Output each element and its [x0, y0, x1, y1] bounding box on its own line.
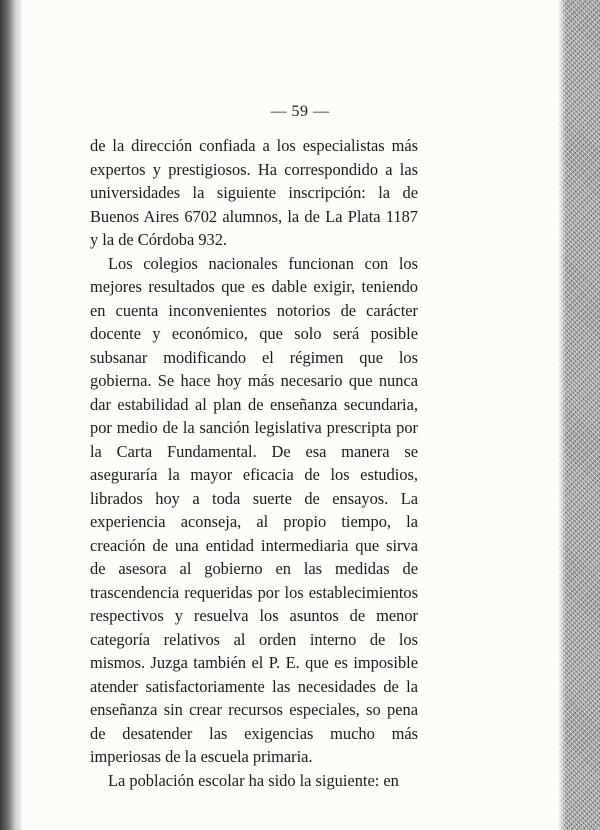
page-fore-edge [558, 0, 600, 830]
binding-edge [0, 0, 22, 830]
paragraph-2: Los colegios nacionales funcionan con los mejores resultados que es dable exigir, teniendo en cuenta inconvenientes notorios de carácter docente y económico, que solo será posible subsanar modificando el régimen que los gobierna. Se hace hoy más necesario que nunca dar estabilidad al plan de enseñanza secundaria, por medio de la sanción legislativa prescripta por la Carta Fundamental. De esa manera se aseguraría la mayor eficacia de los estudios, librados hoy a toda suerte de ensayos. La experiencia aconseja, al propio tiempo, la creación de una entidad intermediaria que sirva de asesora al gobierno en las medidas de trascendencia requeridas por los establecimientos respectivos y resuelva los asuntos de menor categoría relativos al orden interno de los mismos. Juzga también el P. E. que es imposible atender satisfactoriamente las necesidades de la enseñanza sin crear recursos especiales, so pena de desatender las exigencias mucho más imperiosas de la escuela primaria. [90, 253, 418, 766]
paragraph-3: La población escolar ha sido la siguiente: en [108, 770, 399, 790]
body-text [90, 134, 418, 792]
paragraph-1: de la dirección confiada a los especialistas más expertos y prestigiosos. Ha correspondido a las universidades la siguiente inscripción: la de Buenos Aires 6702 alumnos, la de La Plata 1187 y la de Córdoba 932. [90, 136, 418, 249]
page-number: — 59 — [270, 103, 330, 120]
